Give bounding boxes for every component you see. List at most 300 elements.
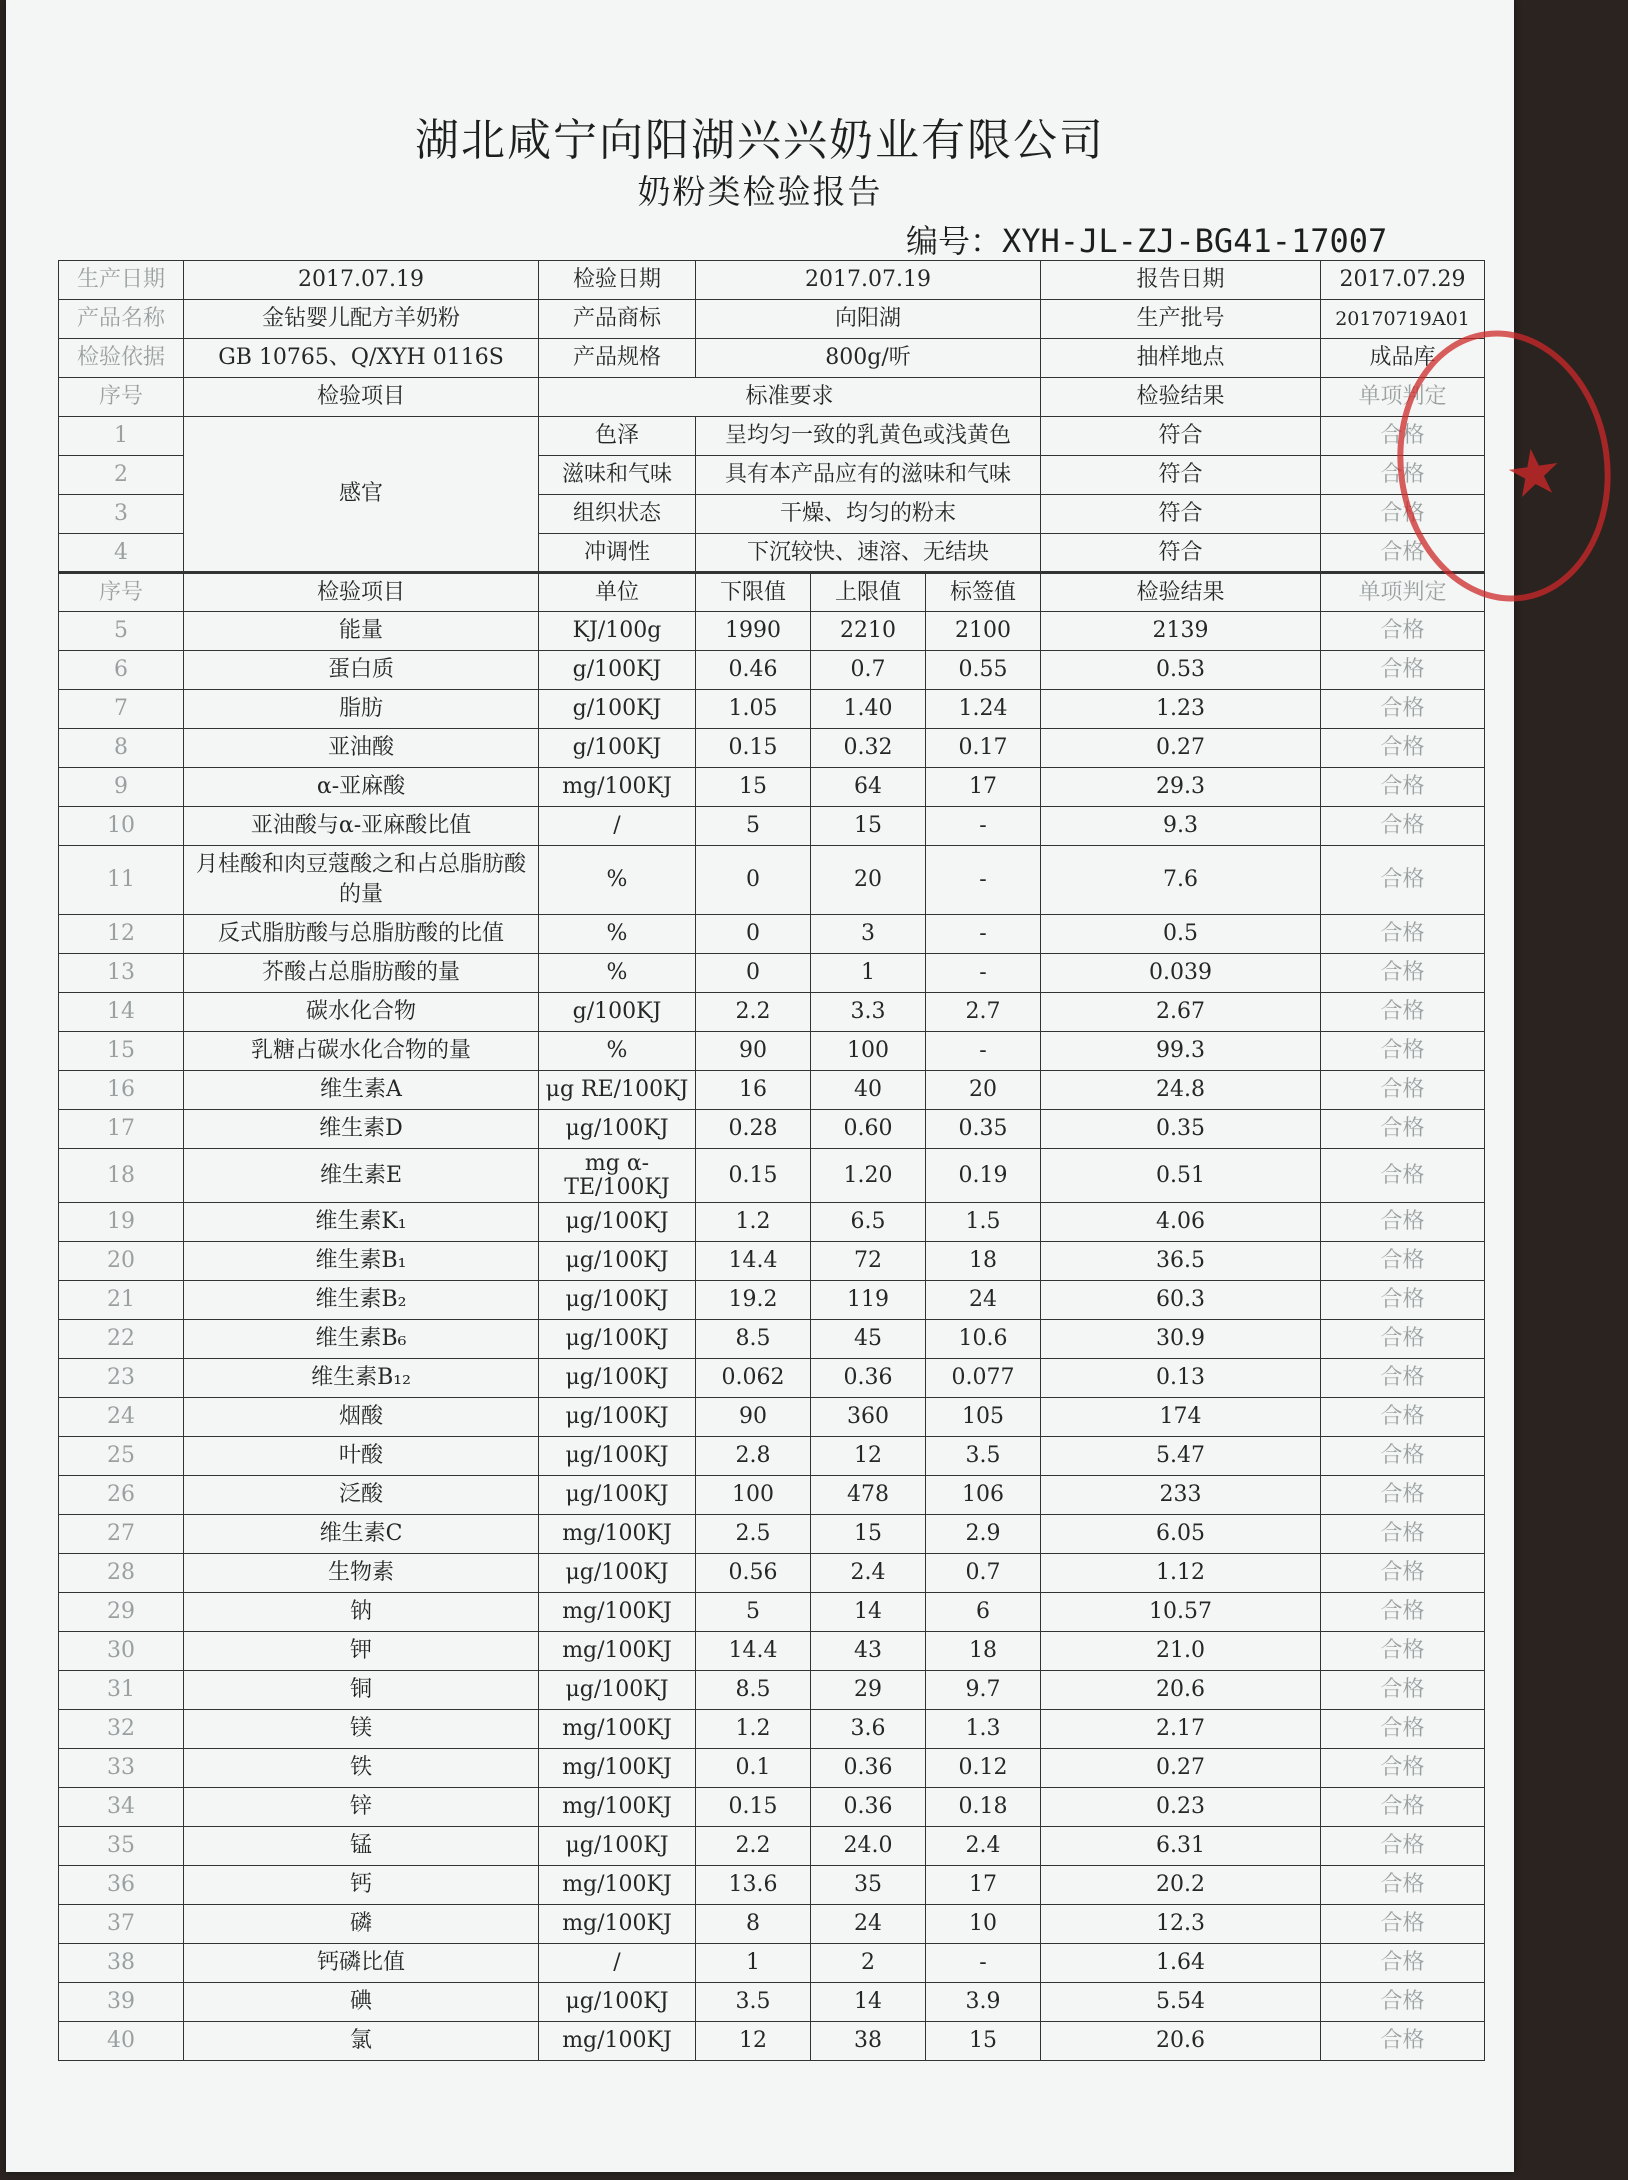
row-number: 3 (59, 495, 184, 534)
upper-limit: 12 (811, 1437, 926, 1476)
sensory-attribute: 组织状态 (539, 495, 696, 534)
table-row (59, 1359, 1485, 1398)
product-name-value: 金钻婴儿配方羊奶粉 (184, 300, 539, 339)
item-name: 芥酸占总脂肪酸的量 (184, 954, 539, 993)
item-name: 铜 (184, 1671, 539, 1710)
sensory-row (59, 417, 1485, 456)
item-name: 维生素B₁ (184, 1242, 539, 1281)
sensory-attribute: 滋味和气味 (539, 456, 696, 495)
row-number: 21 (59, 1281, 184, 1320)
lower-limit: 1 (696, 1944, 811, 1983)
col-header-judgement: 单项判定 (1321, 573, 1485, 612)
unit: KJ/100g (539, 612, 696, 651)
sensory-attribute: 色泽 (539, 417, 696, 456)
sensory-judgement: 合格 (1321, 456, 1485, 495)
table-row (59, 807, 1485, 846)
basis-value: GB 10765、Q/XYH 0116S (184, 339, 539, 378)
judgement: 合格 (1321, 1905, 1485, 1944)
item-name: 钙 (184, 1866, 539, 1905)
label-value: 17 (926, 1866, 1041, 1905)
product-name-label: 产品名称 (59, 300, 184, 339)
lower-limit: 100 (696, 1476, 811, 1515)
col-header-item: 检验项目 (184, 378, 539, 417)
upper-limit: 0.36 (811, 1788, 926, 1827)
test-result: 0.35 (1041, 1110, 1321, 1149)
row-number: 34 (59, 1788, 184, 1827)
sensory-attribute: 冲调性 (539, 534, 696, 573)
upper-limit: 45 (811, 1320, 926, 1359)
judgement: 合格 (1321, 993, 1485, 1032)
table-row (59, 2022, 1485, 2061)
upper-limit: 29 (811, 1671, 926, 1710)
sample-value: 成品库 (1321, 339, 1485, 378)
item-name: α-亚麻酸 (184, 768, 539, 807)
table-row (59, 1320, 1485, 1359)
judgement: 合格 (1321, 1149, 1485, 1203)
row-number: 4 (59, 534, 184, 573)
brand-label: 产品商标 (539, 300, 696, 339)
table-row (59, 1110, 1485, 1149)
table-row (59, 1749, 1485, 1788)
row-number: 37 (59, 1905, 184, 1944)
test-result: 99.3 (1041, 1032, 1321, 1071)
basis-label: 检验依据 (59, 339, 184, 378)
test-result: 233 (1041, 1476, 1321, 1515)
nutrient-header-row (59, 573, 1485, 612)
table-row (59, 1866, 1485, 1905)
test-result: 0.53 (1041, 651, 1321, 690)
row-number: 18 (59, 1149, 184, 1203)
upper-limit: 2210 (811, 612, 926, 651)
batch-value: 20170719A01 (1321, 300, 1485, 339)
row-number: 22 (59, 1320, 184, 1359)
label-value: - (926, 846, 1041, 915)
item-name: 维生素K₁ (184, 1203, 539, 1242)
table-row (59, 612, 1485, 651)
upper-limit: 40 (811, 1071, 926, 1110)
test-result: 0.51 (1041, 1149, 1321, 1203)
table-row (59, 1032, 1485, 1071)
test-result: 7.6 (1041, 846, 1321, 915)
unit: μg/100KJ (539, 1671, 696, 1710)
document-number: 编号：XYH-JL-ZJ-BG41-17007 (906, 222, 1388, 260)
prod-date-label: 生产日期 (59, 261, 184, 300)
unit: mg/100KJ (539, 1632, 696, 1671)
label-value: 1.5 (926, 1203, 1041, 1242)
test-result: 6.31 (1041, 1827, 1321, 1866)
row-number: 19 (59, 1203, 184, 1242)
sensory-result: 符合 (1041, 534, 1321, 573)
test-result: 21.0 (1041, 1632, 1321, 1671)
upper-limit: 1 (811, 954, 926, 993)
item-name: 叶酸 (184, 1437, 539, 1476)
unit: mg/100KJ (539, 1866, 696, 1905)
sample-label: 抽样地点 (1041, 339, 1321, 378)
spec-label: 产品规格 (539, 339, 696, 378)
item-name: 铁 (184, 1749, 539, 1788)
table-row (59, 954, 1485, 993)
upper-limit: 35 (811, 1866, 926, 1905)
table-row (59, 1149, 1485, 1203)
report-date-value: 2017.07.29 (1321, 261, 1485, 300)
upper-limit: 20 (811, 846, 926, 915)
label-value: 106 (926, 1476, 1041, 1515)
upper-limit: 0.36 (811, 1749, 926, 1788)
sensory-judgement: 合格 (1321, 495, 1485, 534)
sensory-requirement: 呈均匀一致的乳黄色或浅黄色 (696, 417, 1041, 456)
test-result: 6.05 (1041, 1515, 1321, 1554)
lower-limit: 12 (696, 2022, 811, 2061)
judgement: 合格 (1321, 807, 1485, 846)
row-number: 9 (59, 768, 184, 807)
row-number: 40 (59, 2022, 184, 2061)
upper-limit: 1.20 (811, 1149, 926, 1203)
report-title: 奶粉类检验报告 (637, 172, 883, 211)
table-row (59, 1242, 1485, 1281)
lower-limit: 2.2 (696, 1827, 811, 1866)
report-date-label: 报告日期 (1041, 261, 1321, 300)
unit: / (539, 1944, 696, 1983)
unit: μg/100KJ (539, 1320, 696, 1359)
test-date-value: 2017.07.19 (696, 261, 1041, 300)
row-number: 35 (59, 1827, 184, 1866)
unit: μg/100KJ (539, 1359, 696, 1398)
label-value: 0.18 (926, 1788, 1041, 1827)
test-result: 0.27 (1041, 1749, 1321, 1788)
lower-limit: 90 (696, 1398, 811, 1437)
judgement: 合格 (1321, 1593, 1485, 1632)
unit: mg/100KJ (539, 1710, 696, 1749)
unit: μg/100KJ (539, 1110, 696, 1149)
item-name: 维生素C (184, 1515, 539, 1554)
test-result: 174 (1041, 1398, 1321, 1437)
table-row (59, 1515, 1485, 1554)
judgement: 合格 (1321, 651, 1485, 690)
upper-limit: 478 (811, 1476, 926, 1515)
lower-limit: 90 (696, 1032, 811, 1071)
table-row (59, 729, 1485, 768)
upper-limit: 119 (811, 1281, 926, 1320)
sensory-result: 符合 (1041, 456, 1321, 495)
lower-limit: 1990 (696, 612, 811, 651)
table-row (59, 1983, 1485, 2022)
row-number: 12 (59, 915, 184, 954)
row-number: 17 (59, 1110, 184, 1149)
col-header-result: 检验结果 (1041, 573, 1321, 612)
label-value: 3.5 (926, 1437, 1041, 1476)
label-value: 15 (926, 2022, 1041, 2061)
judgement: 合格 (1321, 954, 1485, 993)
sensory-category: 感官 (184, 417, 539, 573)
lower-limit: 0 (696, 954, 811, 993)
label-value: 0.35 (926, 1110, 1041, 1149)
row-number: 8 (59, 729, 184, 768)
table-row (59, 651, 1485, 690)
judgement: 合格 (1321, 1788, 1485, 1827)
label-value: 1.3 (926, 1710, 1041, 1749)
judgement: 合格 (1321, 612, 1485, 651)
upper-limit: 14 (811, 1593, 926, 1632)
test-result: 12.3 (1041, 1905, 1321, 1944)
item-name: 钙磷比值 (184, 1944, 539, 1983)
test-result: 29.3 (1041, 768, 1321, 807)
row-number: 25 (59, 1437, 184, 1476)
label-value: 2100 (926, 612, 1041, 651)
table-row (59, 1632, 1485, 1671)
test-result: 2.17 (1041, 1710, 1321, 1749)
unit: % (539, 954, 696, 993)
table-row (59, 1710, 1485, 1749)
label-value: 10 (926, 1905, 1041, 1944)
upper-limit: 1.40 (811, 690, 926, 729)
row-number: 31 (59, 1671, 184, 1710)
item-name: 蛋白质 (184, 651, 539, 690)
row-number: 32 (59, 1710, 184, 1749)
sensory-requirement: 具有本产品应有的滋味和气味 (696, 456, 1041, 495)
test-result: 60.3 (1041, 1281, 1321, 1320)
row-number: 13 (59, 954, 184, 993)
judgement: 合格 (1321, 1866, 1485, 1905)
upper-limit: 24 (811, 1905, 926, 1944)
test-result: 0.23 (1041, 1788, 1321, 1827)
lower-limit: 14.4 (696, 1242, 811, 1281)
upper-limit: 14 (811, 1983, 926, 2022)
sensory-judgement: 合格 (1321, 534, 1485, 573)
table-row (59, 1476, 1485, 1515)
row-number: 38 (59, 1944, 184, 1983)
lower-limit: 19.2 (696, 1281, 811, 1320)
unit: μg/100KJ (539, 1476, 696, 1515)
judgement: 合格 (1321, 1281, 1485, 1320)
row-number: 7 (59, 690, 184, 729)
row-number: 29 (59, 1593, 184, 1632)
col-header-unit: 单位 (539, 573, 696, 612)
unit: g/100KJ (539, 690, 696, 729)
col-header-item: 检验项目 (184, 573, 539, 612)
label-value: 24 (926, 1281, 1041, 1320)
lower-limit: 8 (696, 1905, 811, 1944)
sensory-result: 符合 (1041, 417, 1321, 456)
unit: % (539, 1032, 696, 1071)
col-header-no: 序号 (59, 573, 184, 612)
upper-limit: 0.36 (811, 1359, 926, 1398)
inspection-table (58, 260, 1485, 2061)
upper-limit: 64 (811, 768, 926, 807)
upper-limit: 15 (811, 1515, 926, 1554)
label-value: 3.9 (926, 1983, 1041, 2022)
lower-limit: 14.4 (696, 1632, 811, 1671)
item-name: 镁 (184, 1710, 539, 1749)
upper-limit: 0.60 (811, 1110, 926, 1149)
lower-limit: 0 (696, 846, 811, 915)
batch-label: 生产批号 (1041, 300, 1321, 339)
item-name: 亚油酸与α-亚麻酸比值 (184, 807, 539, 846)
judgement: 合格 (1321, 1476, 1485, 1515)
judgement: 合格 (1321, 1554, 1485, 1593)
test-result: 2139 (1041, 612, 1321, 651)
label-value: - (926, 807, 1041, 846)
unit: mg/100KJ (539, 1749, 696, 1788)
item-name: 烟酸 (184, 1398, 539, 1437)
unit: μg/100KJ (539, 1983, 696, 2022)
brand-value: 向阳湖 (696, 300, 1041, 339)
upper-limit: 100 (811, 1032, 926, 1071)
item-name: 磷 (184, 1905, 539, 1944)
table-row (59, 690, 1485, 729)
upper-limit: 15 (811, 807, 926, 846)
unit: mg/100KJ (539, 1905, 696, 1944)
test-result: 0.13 (1041, 1359, 1321, 1398)
judgement: 合格 (1321, 1320, 1485, 1359)
test-result: 4.06 (1041, 1203, 1321, 1242)
unit: / (539, 807, 696, 846)
lower-limit: 8.5 (696, 1320, 811, 1359)
upper-limit: 2 (811, 1944, 926, 1983)
lower-limit: 2.5 (696, 1515, 811, 1554)
row-number: 2 (59, 456, 184, 495)
label-value: 9.7 (926, 1671, 1041, 1710)
lower-limit: 13.6 (696, 1866, 811, 1905)
item-name: 月桂酸和肉豆蔻酸之和占总脂肪酸的量 (184, 846, 539, 915)
test-result: 10.57 (1041, 1593, 1321, 1632)
table-row (59, 846, 1485, 915)
item-name: 亚油酸 (184, 729, 539, 768)
info-row-1 (59, 261, 1485, 300)
test-result: 36.5 (1041, 1242, 1321, 1281)
lower-limit: 0.46 (696, 651, 811, 690)
unit: μg/100KJ (539, 1203, 696, 1242)
judgement: 合格 (1321, 1110, 1485, 1149)
test-result: 20.6 (1041, 1671, 1321, 1710)
item-name: 脂肪 (184, 690, 539, 729)
unit: μg/100KJ (539, 1242, 696, 1281)
test-result: 30.9 (1041, 1320, 1321, 1359)
judgement: 合格 (1321, 729, 1485, 768)
row-number: 24 (59, 1398, 184, 1437)
item-name: 锰 (184, 1827, 539, 1866)
label-value: - (926, 954, 1041, 993)
judgement: 合格 (1321, 690, 1485, 729)
test-result: 0.5 (1041, 915, 1321, 954)
row-number: 15 (59, 1032, 184, 1071)
test-result: 24.8 (1041, 1071, 1321, 1110)
lower-limit: 0 (696, 915, 811, 954)
unit: % (539, 915, 696, 954)
lower-limit: 8.5 (696, 1671, 811, 1710)
lower-limit: 0.15 (696, 1149, 811, 1203)
table-row (59, 768, 1485, 807)
upper-limit: 38 (811, 2022, 926, 2061)
table-row (59, 1944, 1485, 1983)
table-row (59, 1071, 1485, 1110)
label-value: 0.12 (926, 1749, 1041, 1788)
item-name: 维生素B₁₂ (184, 1359, 539, 1398)
item-name: 维生素A (184, 1071, 539, 1110)
lower-limit: 5 (696, 1593, 811, 1632)
stamp-star-icon: ★ (1500, 433, 1568, 515)
item-name: 乳糖占碳水化合物的量 (184, 1032, 539, 1071)
item-name: 钠 (184, 1593, 539, 1632)
row-number: 39 (59, 1983, 184, 2022)
label-value: 0.17 (926, 729, 1041, 768)
lower-limit: 0.56 (696, 1554, 811, 1593)
table-row (59, 1437, 1485, 1476)
col-header-judgement: 单项判定 (1321, 378, 1485, 417)
judgement: 合格 (1321, 915, 1485, 954)
judgement: 合格 (1321, 1515, 1485, 1554)
judgement: 合格 (1321, 768, 1485, 807)
upper-limit: 3 (811, 915, 926, 954)
col-header-label: 标签值 (926, 573, 1041, 612)
table-row (59, 1554, 1485, 1593)
label-value: 0.077 (926, 1359, 1041, 1398)
unit: μg/100KJ (539, 1554, 696, 1593)
lower-limit: 2.2 (696, 993, 811, 1032)
judgement: 合格 (1321, 1983, 1485, 2022)
table-row (59, 1203, 1485, 1242)
unit: μg/100KJ (539, 1398, 696, 1437)
label-value: - (926, 1944, 1041, 1983)
item-name: 泛酸 (184, 1476, 539, 1515)
label-value: - (926, 1032, 1041, 1071)
label-value: 105 (926, 1398, 1041, 1437)
unit: mg/100KJ (539, 768, 696, 807)
judgement: 合格 (1321, 1632, 1485, 1671)
upper-limit: 360 (811, 1398, 926, 1437)
lower-limit: 5 (696, 807, 811, 846)
unit: mg/100KJ (539, 1515, 696, 1554)
judgement: 合格 (1321, 1827, 1485, 1866)
row-number: 33 (59, 1749, 184, 1788)
judgement: 合格 (1321, 1203, 1485, 1242)
label-value: 0.7 (926, 1554, 1041, 1593)
item-name: 锌 (184, 1788, 539, 1827)
table-row (59, 1593, 1485, 1632)
table-row (59, 1671, 1485, 1710)
test-result: 5.54 (1041, 1983, 1321, 2022)
upper-limit: 72 (811, 1242, 926, 1281)
table-row (59, 1905, 1485, 1944)
row-number: 26 (59, 1476, 184, 1515)
label-value: 17 (926, 768, 1041, 807)
row-number: 27 (59, 1515, 184, 1554)
test-result: 20.2 (1041, 1866, 1321, 1905)
judgement: 合格 (1321, 1944, 1485, 1983)
judgement: 合格 (1321, 1671, 1485, 1710)
test-result: 0.27 (1041, 729, 1321, 768)
unit: mg/100KJ (539, 2022, 696, 2061)
item-name: 钾 (184, 1632, 539, 1671)
judgement: 合格 (1321, 2022, 1485, 2061)
col-header-no: 序号 (59, 378, 184, 417)
table-row (59, 1788, 1485, 1827)
upper-limit: 6.5 (811, 1203, 926, 1242)
test-result: 2.67 (1041, 993, 1321, 1032)
unit: g/100KJ (539, 651, 696, 690)
lower-limit: 3.5 (696, 1983, 811, 2022)
upper-limit: 0.7 (811, 651, 926, 690)
judgement: 合格 (1321, 1359, 1485, 1398)
label-value: 10.6 (926, 1320, 1041, 1359)
upper-limit: 3.6 (811, 1710, 926, 1749)
lower-limit: 1.2 (696, 1710, 811, 1749)
item-name: 氯 (184, 2022, 539, 2061)
report-paper (6, 0, 1568, 2172)
unit: g/100KJ (539, 993, 696, 1032)
lower-limit: 0.062 (696, 1359, 811, 1398)
upper-limit: 0.32 (811, 729, 926, 768)
sensory-judgement: 合格 (1321, 417, 1485, 456)
